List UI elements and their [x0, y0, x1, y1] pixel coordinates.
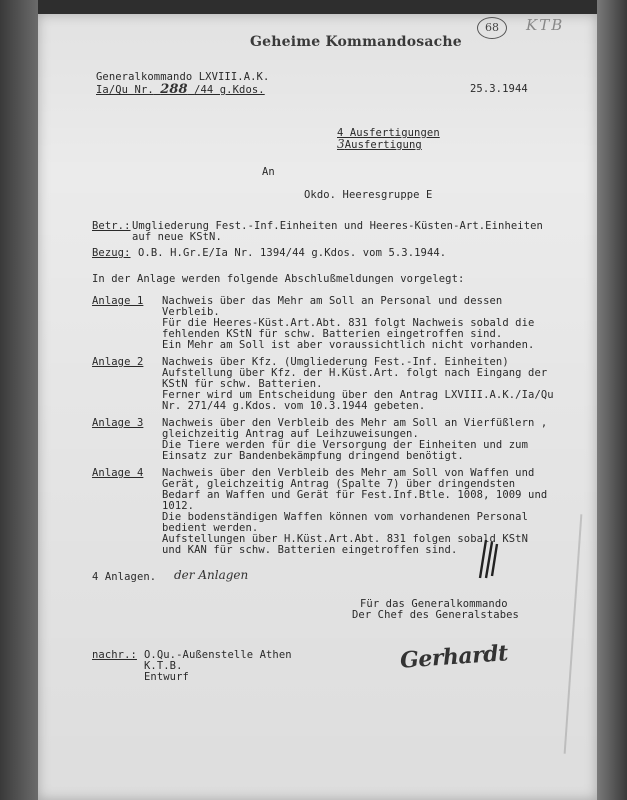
- document-date: 25.3.1944: [470, 83, 528, 95]
- paper-fold-line: [564, 514, 583, 754]
- signature-block-line-2: Der Chef des Generalstabes: [352, 609, 519, 621]
- annex-4-line: Bedarf an Waffen und Gerät für Fest.Inf.Btle. 1008, 1009 und: [162, 489, 548, 501]
- distribution-item: O.Qu.-Außenstelle Athen: [144, 649, 292, 661]
- reference-text: O.B. H.Gr.E/Ia Nr. 1394/44 g.Kdos. vom 5.3.1944.: [138, 247, 447, 259]
- signature-block-line-1: Für das Generalkommando: [360, 598, 508, 610]
- scan-frame-left: [0, 0, 38, 800]
- annex-4-line: Die bodenständigen Waffen können vom vorhandenen Personal: [162, 511, 529, 523]
- annex-1-line: Nachweis über das Mehr am Soll an Personal und dessen: [162, 295, 503, 307]
- copy-number-line: [337, 139, 422, 151]
- annex-1-line: Verbleib.: [162, 306, 220, 318]
- archive-number-circle: 68: [477, 17, 507, 39]
- annex-1-label: Anlage 1: [92, 295, 144, 307]
- annex-2-line: Ferner wird um Entscheidung über den Antrag LXVIII.A.K./Ia/Qu: [162, 389, 554, 401]
- sender-line-1: Generalkommando LXVIII.A.K.: [96, 71, 270, 83]
- annex-4-line: Nachweis über den Verbleib des Mehr am Soll von Waffen und: [162, 467, 535, 479]
- copy-label: Ausfertigung: [344, 139, 422, 151]
- classification-stamp: Geheime Kommandosache: [250, 34, 462, 50]
- annex-2-line: Nr. 271/44 g.Kdos. vom 10.3.1944 gebeten.: [162, 400, 426, 412]
- handwritten-check-mark: [472, 534, 502, 582]
- intro-text: In der Anlage werden folgende Abschlußmeldungen vorgelegt:: [92, 273, 465, 285]
- subject-label: Betr.:: [92, 220, 131, 232]
- subject-line-2: auf neue KStN.: [132, 231, 222, 243]
- annex-3-line: Nachweis über den Verbleib des Mehr am Soll an Vierfüßlern ,: [162, 417, 548, 429]
- annex-4-line: Gerät, gleichzeitig Antrag (Spalte 7) über dringendsten: [162, 478, 516, 490]
- annex-4-line: Aufstellungen über H.Küst.Art.Abt. 831 folgen sobald KStN: [162, 533, 529, 545]
- scan-frame-right: [597, 0, 627, 800]
- handwritten-signature: Gerhardt: [399, 640, 509, 674]
- scan-frame-top: [0, 0, 627, 14]
- distribution-label: nachr.:: [92, 649, 137, 661]
- distribution-item: Entwurf: [144, 671, 189, 683]
- annex-1-line: Für die Heeres-Küst.Art.Abt. 831 folgt Nachweis sobald die: [162, 317, 535, 329]
- annex-2-label: Anlage 2: [92, 356, 144, 368]
- annex-4-line: bedient werden.: [162, 522, 259, 534]
- annex-3-label: Anlage 3: [92, 417, 144, 429]
- sender-reference-suffix: /44 g.Kdos.: [194, 84, 265, 96]
- annex-3-line: gleichzeitig Antrag auf Leihzuweisungen.: [162, 428, 419, 440]
- annex-4-line: 1012.: [162, 500, 195, 512]
- sender-reference-prefix: Ia/Qu Nr.: [96, 84, 154, 96]
- annex-2-line: Aufstellung über Kfz. der H.Küst.Art. folgt nach Eingang der: [162, 367, 548, 379]
- copies-total: 4 Ausfertigungen: [337, 127, 440, 139]
- sender-line-2: [96, 84, 265, 96]
- enclosures-count: 4 Anlagen.: [92, 571, 157, 583]
- enclosures-handwritten-note: der Anlagen: [174, 568, 249, 582]
- archive-mark: KTB: [526, 16, 565, 34]
- annex-3-line: Die Tiere werden für die Versorgung der Einheiten und zum: [162, 439, 529, 451]
- annex-2-line: KStN für schw. Batterien.: [162, 378, 323, 390]
- annex-3-line: Einsatz zur Bandenbekämpfung dringend benötigt.: [162, 450, 464, 462]
- subject-line-1: Umgliederung Fest.-Inf.Einheiten und Heeres-Küsten-Art.Einheiten: [132, 220, 543, 232]
- annex-4-label: Anlage 4: [92, 467, 144, 479]
- document-page: [38, 14, 597, 800]
- annex-2-line: Nachweis über Kfz. (Umgliederung Fest.-Inf. Einheiten): [162, 356, 509, 368]
- reference-label: Bezug:: [92, 247, 131, 259]
- annex-1-line: Ein Mehr am Soll ist aber voraussichtlich nicht vorhanden.: [162, 339, 535, 351]
- sender-reference-number: 288: [160, 82, 188, 97]
- recipient-an: An: [262, 166, 275, 178]
- annex-4-line: und KAN für schw. Batterien eingetroffen sind.: [162, 544, 458, 556]
- copy-number: 3: [337, 137, 345, 151]
- recipient-name: Okdo. Heeresgruppe E: [304, 189, 433, 201]
- annex-1-line: fehlenden KStN für schw. Batterien eingetroffen sind.: [162, 328, 503, 340]
- distribution-item: K.T.B.: [144, 660, 183, 672]
